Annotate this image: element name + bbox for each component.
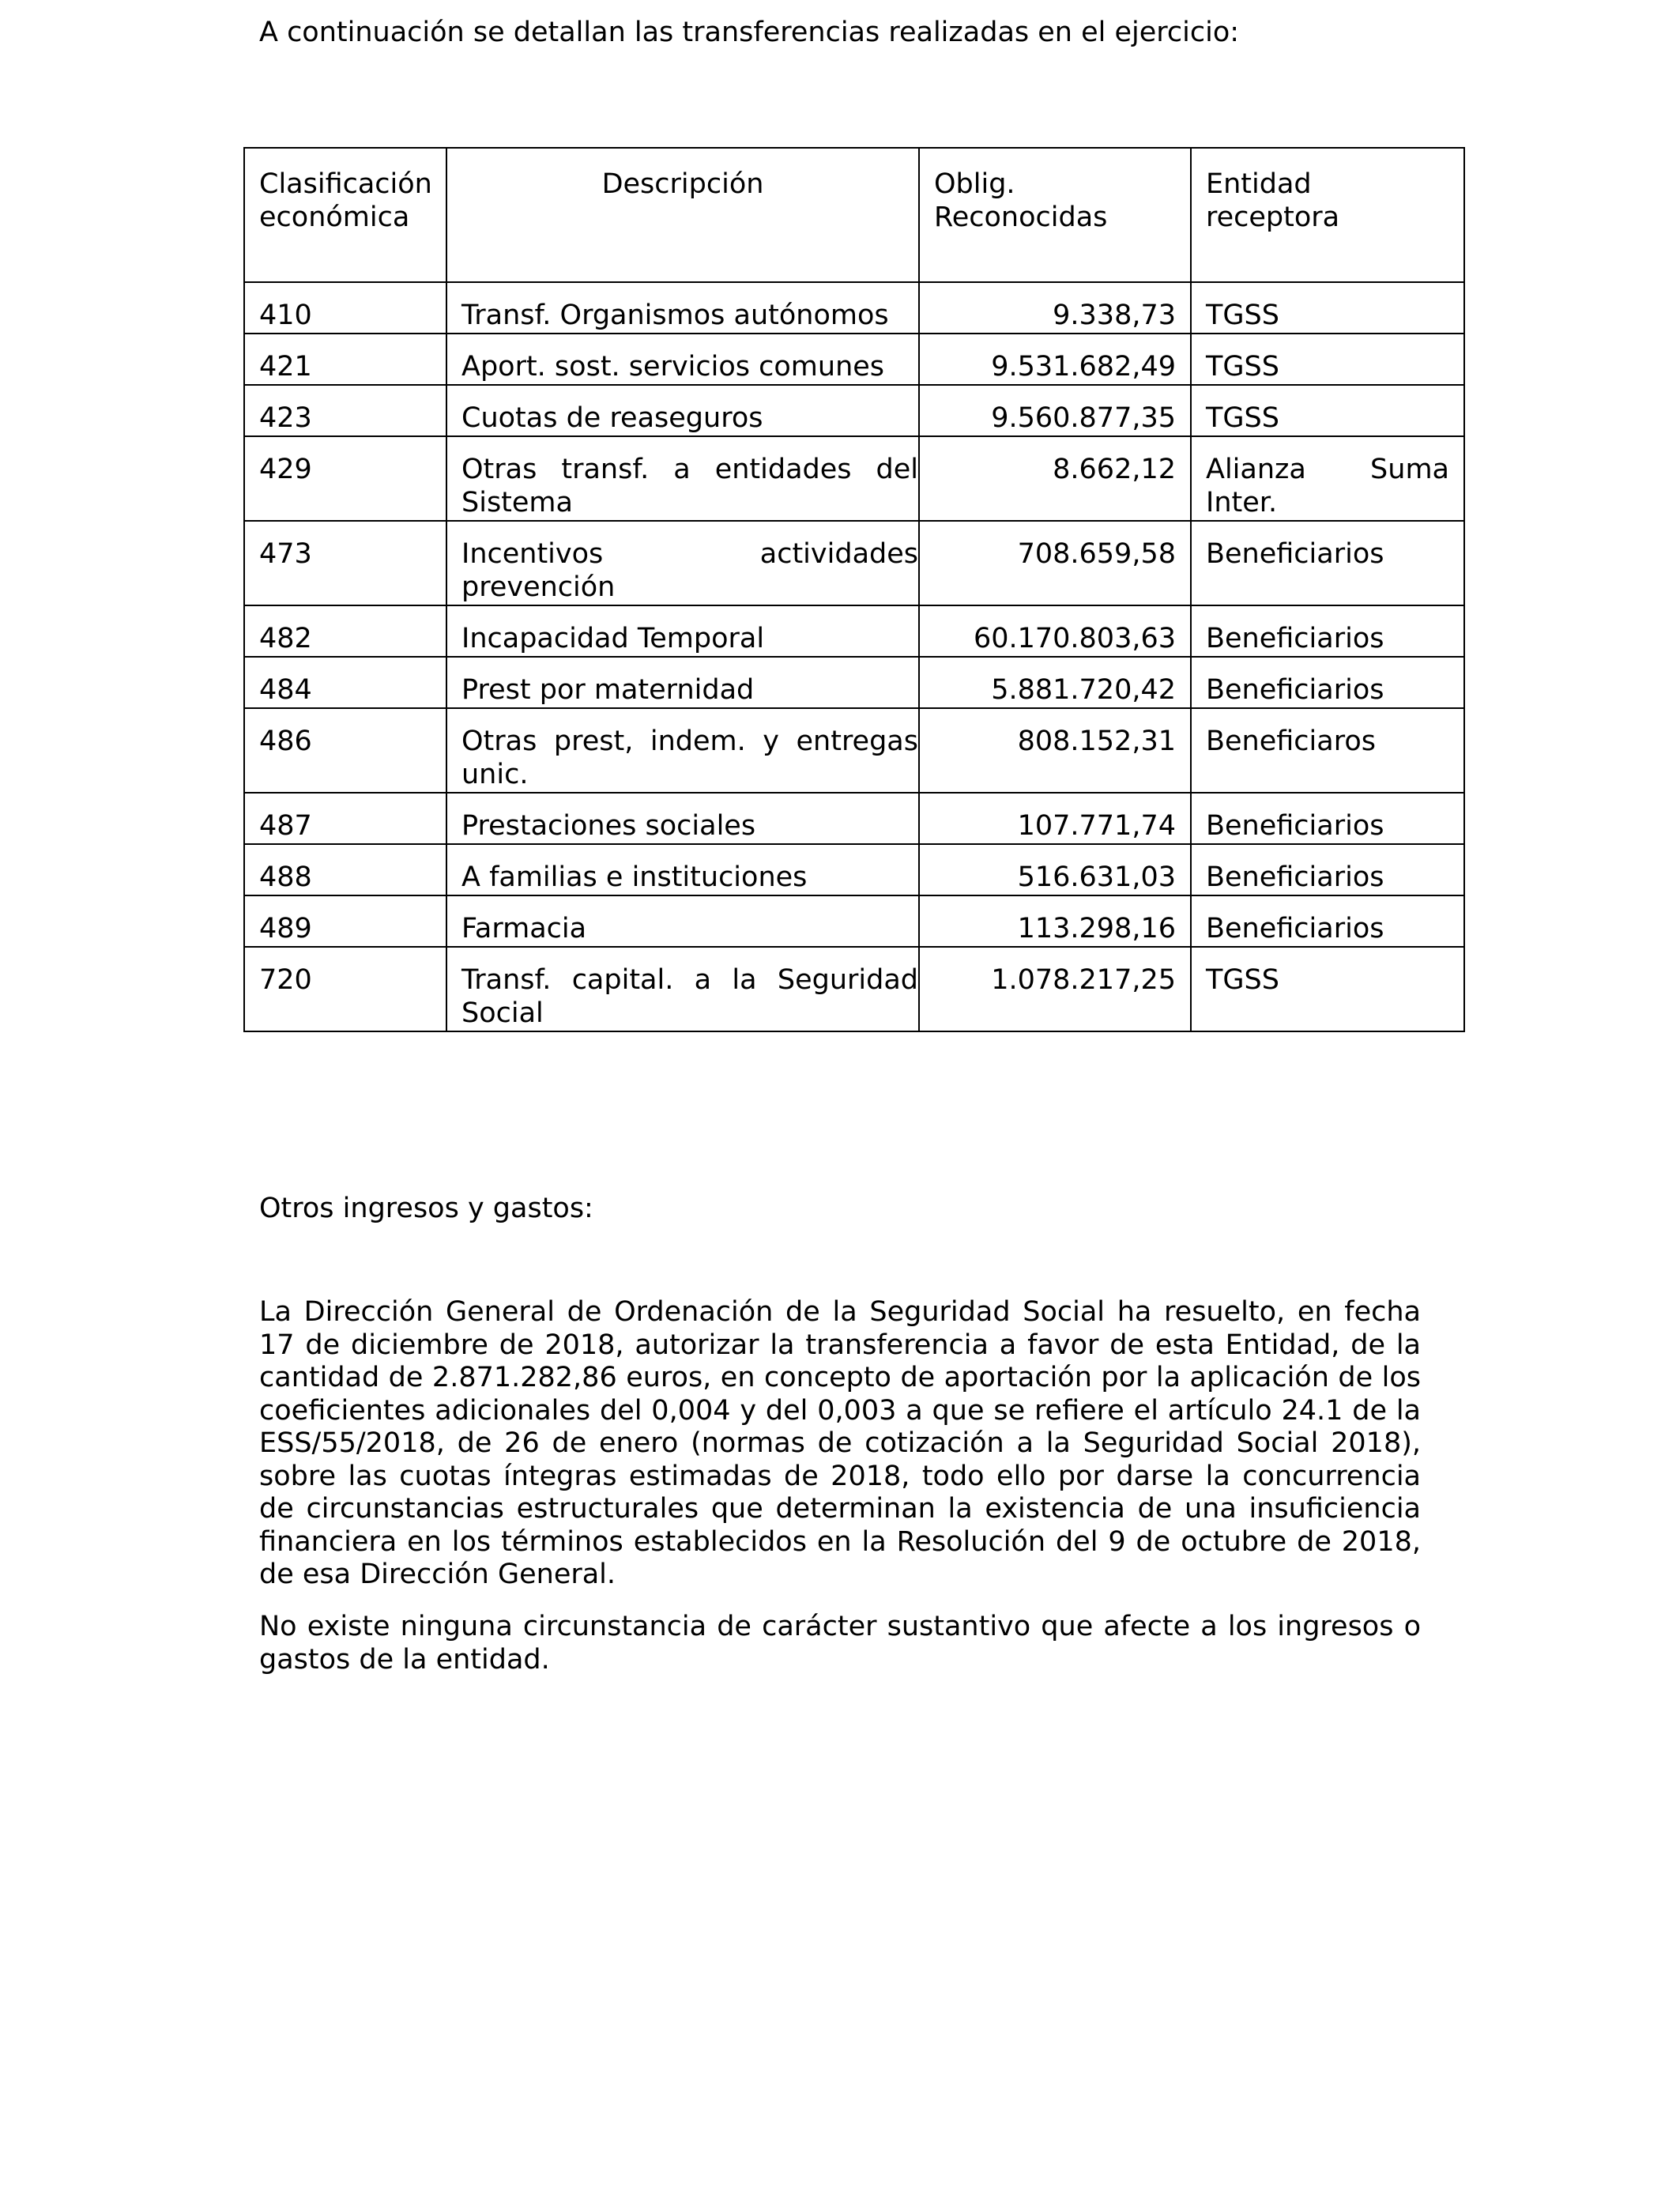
cell-entity: Beneficiarios — [1191, 521, 1464, 605]
cell-description: A familias e instituciones — [446, 844, 919, 895]
cell-amount: 516.631,03 — [919, 844, 1191, 895]
transfers-table — [243, 147, 1465, 1032]
table-row — [244, 657, 1464, 708]
cell-code: 429 — [244, 436, 446, 521]
table-header-row — [244, 148, 1464, 282]
header-obligations: Oblig. Reconocidas — [919, 148, 1191, 282]
table-row — [244, 436, 1464, 521]
cell-entity: TGSS — [1191, 282, 1464, 334]
cell-amount: 9.338,73 — [919, 282, 1191, 334]
cell-description: Farmacia — [446, 895, 919, 947]
table-row — [244, 334, 1464, 385]
cell-code: 487 — [244, 793, 446, 844]
table-row — [244, 521, 1464, 605]
cell-amount: 5.881.720,42 — [919, 657, 1191, 708]
cell-code: 486 — [244, 708, 446, 793]
paragraph-no-circumstances: No existe ninguna circunstancia de carácter sustantivo que afecte a los ingresos o gastos de la entidad. — [259, 1611, 1421, 1676]
cell-entity: Beneficiarios — [1191, 793, 1464, 844]
cell-entity: Beneficiaros — [1191, 708, 1464, 793]
cell-code: 482 — [244, 605, 446, 657]
table-row — [244, 895, 1464, 947]
cell-description: Transf. capital. a la Seguridad Social — [446, 947, 919, 1031]
cell-amount: 708.659,58 — [919, 521, 1191, 605]
cell-amount: 8.662,12 — [919, 436, 1191, 521]
table-row — [244, 708, 1464, 793]
paragraph-resolution: La Dirección General de Ordenación de la Seguridad Social ha resuelto, en fecha 17 de diciembre de 2018, autorizar la transferencia a favor de esta Entidad, de la cantidad de 2.871.282,86 euros, en concepto de aportación por la aplicación de los coeficientes adicionales del 0,004 y del 0,003 a que se refiere el artículo 24.1 de la ESS/55/2018, de 26 de enero (normas de cotización a la Seguridad Social 2018), sobre las cuotas íntegras estimadas de 2018, todo ello por darse la concurrencia de circunstancias estructurales que determinan la existencia de una insuficiencia financiera en los términos establecidos en la Resolución del 9 de octubre de 2018, de esa Dirección General. — [259, 1296, 1421, 1590]
cell-description: Transf. Organismos autónomos — [446, 282, 919, 334]
cell-amount: 107.771,74 — [919, 793, 1191, 844]
cell-description: Prestaciones sociales — [446, 793, 919, 844]
cell-amount: 60.170.803,63 — [919, 605, 1191, 657]
table-row — [244, 282, 1464, 334]
cell-entity: Beneficiarios — [1191, 895, 1464, 947]
cell-entity: Alianza Suma Inter. — [1191, 436, 1464, 521]
table-row — [244, 793, 1464, 844]
cell-code: 423 — [244, 385, 446, 436]
cell-amount: 113.298,16 — [919, 895, 1191, 947]
header-classification: Clasificación económica — [244, 148, 446, 282]
cell-description: Aport. sost. servicios comunes — [446, 334, 919, 385]
cell-description: Otras prest, indem. y entregas unic. — [446, 708, 919, 793]
table-row — [244, 947, 1464, 1031]
table-row — [244, 605, 1464, 657]
cell-entity: Beneficiarios — [1191, 605, 1464, 657]
intro-text: A continuación se detallan las transferencias realizadas en el ejercicio: — [259, 17, 1240, 48]
cell-code: 489 — [244, 895, 446, 947]
cell-amount: 1.078.217,25 — [919, 947, 1191, 1031]
cell-description: Incentivos actividades prevención — [446, 521, 919, 605]
table-row — [244, 385, 1464, 436]
cell-description: Prest por maternidad — [446, 657, 919, 708]
cell-entity: TGSS — [1191, 385, 1464, 436]
cell-code: 488 — [244, 844, 446, 895]
cell-description: Otras transf. a entidades del Sistema — [446, 436, 919, 521]
cell-entity: TGSS — [1191, 947, 1464, 1031]
cell-code: 484 — [244, 657, 446, 708]
cell-description: Cuotas de reaseguros — [446, 385, 919, 436]
cell-code: 410 — [244, 282, 446, 334]
cell-code: 720 — [244, 947, 446, 1031]
cell-entity: TGSS — [1191, 334, 1464, 385]
cell-code: 421 — [244, 334, 446, 385]
cell-amount: 808.152,31 — [919, 708, 1191, 793]
cell-code: 473 — [244, 521, 446, 605]
cell-entity: Beneficiarios — [1191, 657, 1464, 708]
section-title: Otros ingresos y gastos: — [259, 1193, 593, 1224]
table-row — [244, 844, 1464, 895]
header-description: Descripción — [446, 148, 919, 282]
cell-description: Incapacidad Temporal — [446, 605, 919, 657]
header-entity: Entidad receptora — [1191, 148, 1464, 282]
cell-entity: Beneficiarios — [1191, 844, 1464, 895]
cell-amount: 9.531.682,49 — [919, 334, 1191, 385]
cell-amount: 9.560.877,35 — [919, 385, 1191, 436]
